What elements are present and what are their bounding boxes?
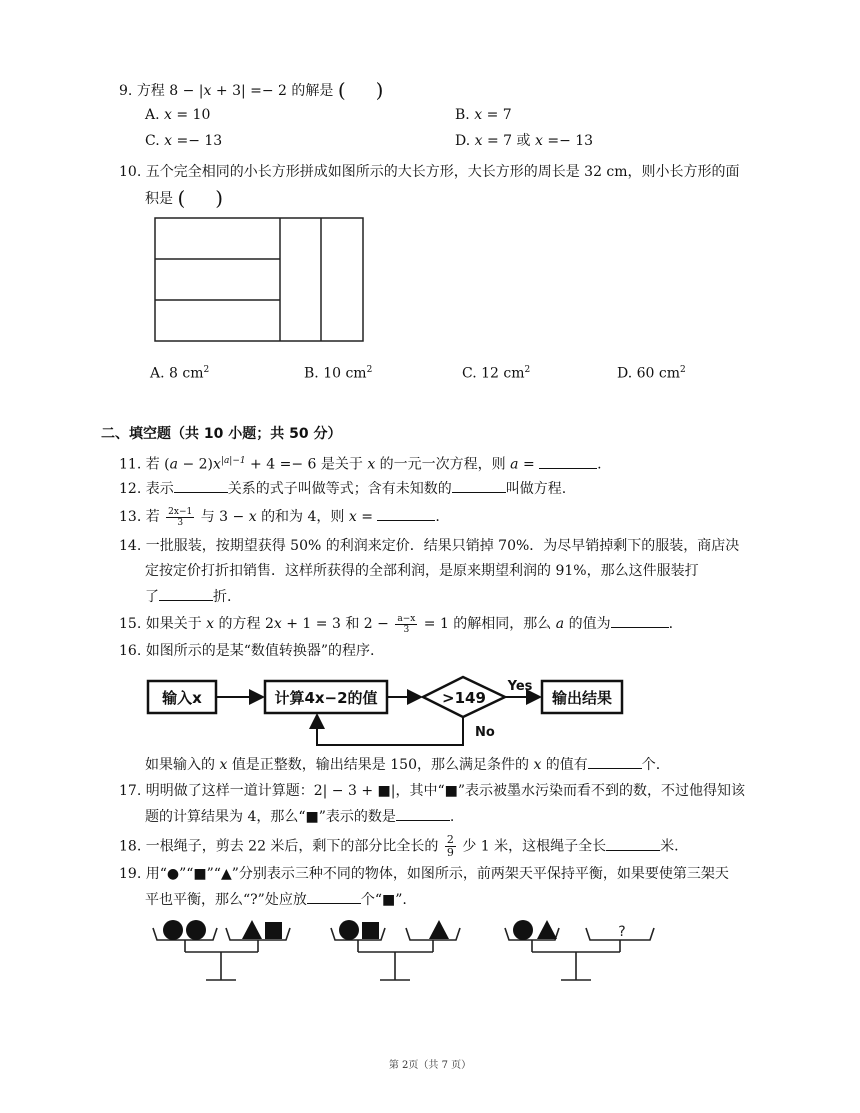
question-number: 9. [119,83,133,99]
circle-icon [339,920,359,940]
q16-stem: 16. 如图所示的是某“数值转换器”的程序. [119,643,375,659]
fraction: $\frac{2x-1}{3}$ [168,506,193,528]
q12: 12. 表示 关系的式子叫做等式；含有未知数的 叫做方程. [119,478,566,499]
circle-icon [513,920,533,940]
answer-blank [377,506,435,521]
q9-option-a: A. x = 10 [145,107,211,123]
condition-label: >149 [442,689,486,707]
unknown-mark: ? [618,924,626,940]
q17-line1: 17. 明明做了这样一道计算题：2| − 3 + ■|，其中“■”表示被墨水污染而看不到的数，不过他得知该 [119,783,745,799]
question-number: 10. [119,164,142,180]
triangle-icon [537,920,557,939]
q13: 13. 若 $\frac{2x-1}{3}$ 与 3 − x 的和为 4，则 x = . [119,506,440,528]
input-label: 输入x [162,689,202,707]
fraction: $\frac{a-x}{3}$ [397,613,416,635]
balance-scale-2 [331,920,460,980]
q16-question: 如果输入的 x 值是正整数，输出结果是 150，那么满足条件的 x 的值有 个. [145,754,660,775]
q10-stem-line1: 10. 五个完全相同的小长方形拼成如图所示的大长方形，大长方形的周长是 32 cm，则小长方形的面 [119,164,740,180]
balance-scale-1 [153,920,290,980]
question-number: 16. [119,643,142,659]
question-number: 15. [119,616,142,632]
q10-option-d: D. 60 $cm^2$ [617,365,686,382]
question-number: 12. [119,481,142,497]
q10-option-a: A. 8 $cm^2$ [150,365,210,382]
answer-blank [606,836,660,851]
q9-stem: 9. 方程 8 − |x + 3| =− 2 的解是 ( ) [119,78,384,102]
q18: 18. 一根绳子，剪去 22 米后，剩下的部分比全长的 $\frac{2}{9}$ 少 1 米，这根绳子全长 米. [119,833,679,859]
answer-blank [307,889,361,904]
q17-line2: 题的计算结果为 4，那么“■”表示的数是 . [145,806,454,827]
yes-label: Yes [507,679,533,694]
q14-line2: 定按定价打折扣销售．这样所获得的全部利润，是原来期望利润的 91%，那么这件服装打 [145,563,699,579]
q19-line1: 19. 用“●”“■”“▲”分别表示三种不同的物体，如图所示，前两架天平保持平衡，如果要使第三架天 [119,866,729,882]
output-label: 输出结果 [551,689,613,707]
fraction: $\frac{2}{9}$ [446,833,454,859]
triangle-icon [242,920,262,939]
q14-line1: 14. 一批服装，按期望获得 50% 的利润来定价．结果只销掉 70%．为尽早销掉剩下的服装，商店决 [119,538,740,554]
triangle-icon [429,920,449,939]
answer-blank [452,478,506,493]
q10-stem-line2: 积是 ( ) [145,186,224,210]
answer-parentheses: ( ) [177,186,224,210]
square-icon [362,922,379,939]
question-number: 11. [119,456,142,473]
q9-option-b: B. x = 7 [455,107,512,123]
circle-icon [163,920,183,940]
q9-option-c: C. x =− 13 [145,133,223,149]
q9-option-d: D. x = 7 或 x =− 13 [455,133,594,149]
flowchart [145,670,635,750]
question-number: 13. [119,509,142,525]
q10-option-c: C. 12 $cm^2$ [462,365,531,382]
answer-blank [588,754,642,769]
compute-label: 计算4x−2的值 [274,689,378,707]
question-number: 19. [119,866,142,882]
balance-scale-3 [505,920,654,980]
q10-option-b: B. 10 $cm^2$ [304,365,373,382]
circle-icon [186,920,206,940]
q15: 15. 如果关于 x 的方程 2x + 1 = 3 和 2 − $\frac{a-x}{3}$ = 1 的解相同，那么 a 的值为 . [119,613,674,635]
question-number: 14. [119,538,142,554]
rectangle-figure [150,214,370,346]
q14-line3: 了 折. [145,586,231,607]
answer-blank [539,454,597,469]
no-label: No [475,725,495,740]
section-heading: 二、填空题（共 10 小题；共 50 分） [101,426,342,442]
question-number: 17. [119,783,142,799]
answer-blank [611,613,669,628]
question-number: 18. [119,838,142,855]
q19-line2: 平也平衡，那么“?”处应放 个“■”. [145,889,407,910]
answer-blank [396,806,450,821]
q11: 11. 若 $(a - 2)x^{|a|-1} + 4 =- 6$ 是关于 x 的一元一次方程，则 a = . [119,451,602,475]
answer-blank [174,478,228,493]
balance-scales-figure [148,910,668,986]
page-footer: 第 2页（共 7 页） [388,1060,472,1071]
answer-blank [159,586,213,601]
square-icon [265,922,282,939]
answer-parentheses: ( ) [337,78,384,102]
